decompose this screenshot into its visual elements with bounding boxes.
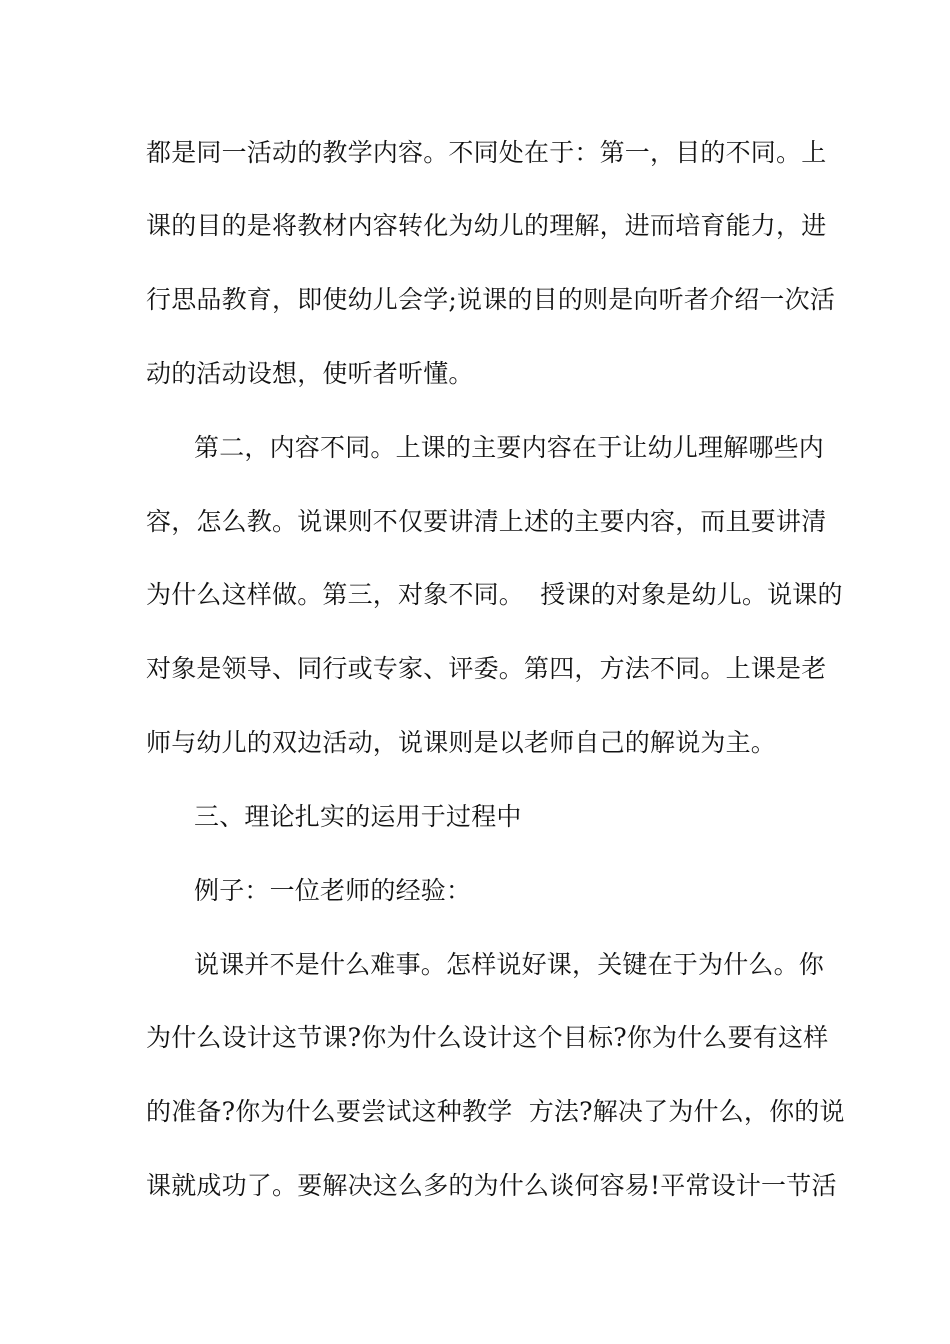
text-line: 动的活动设想，使听者听懂。 [146,359,474,388]
section-heading: 三、理论扎实的运用于过程中 [194,802,522,831]
text-line: 师与幼儿的双边活动，说课则是以老师自己的解说为主。 [146,728,777,757]
text-line: 对象是领导、同行或专家、评委。第四，方法不同。上课是老 [146,654,827,683]
text-line: 行思品教育，即使幼儿会学;说课的目的则是向听者介绍一次活 [146,285,836,314]
text-line: 为什么设计这节课?你为什么设计这个目标?你为什么要有这样 [146,1023,829,1052]
text-line: 的准备?你为什么要尝试这种教学 方法?解决了为什么，你的说 [146,1097,845,1126]
paragraph-first-line: 说课并不是什么难事。怎样说好课，关键在于为什么。你 [194,950,825,979]
paragraph-first-line: 第二，内容不同。上课的主要内容在于让幼儿理解哪些内 [194,433,825,462]
text-line: 为什么这样做。第三，对象不同。 授课的对象是幼儿。说课的 [146,580,843,609]
example-label: 例子：一位老师的经验： [194,876,472,905]
text-line: 课的目的是将教材内容转化为幼儿的理解，进而培育能力，进 [146,211,827,240]
text-line: 都是同一活动的教学内容。不同处在于：第一，目的不同。上 [146,138,827,167]
text-line: 课就成功了。要解决这么多的为什么谈何容易!平常设计一节活 [146,1171,837,1200]
text-line: 容，怎么教。说课则不仅要讲清上述的主要内容，而且要讲清 [146,507,827,536]
